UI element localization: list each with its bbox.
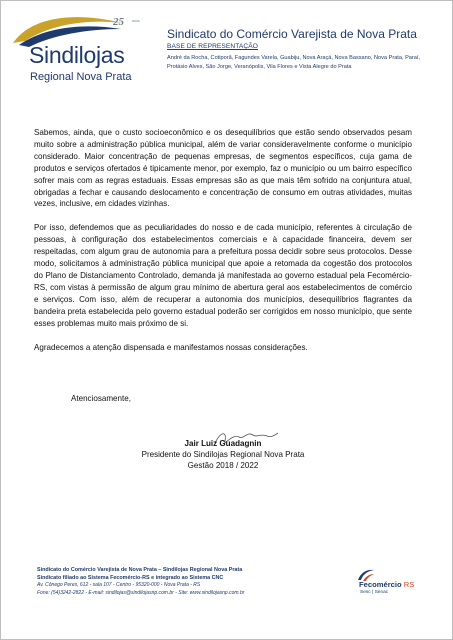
fecomercio-label: Fecomércio bbox=[359, 580, 402, 589]
signer-role: Presidente do Sindilojas Regional Nova Prata bbox=[141, 450, 305, 460]
logo-subtitle: Regional Nova Prata bbox=[30, 71, 132, 83]
fecomercio-systems: Sesc | Senac bbox=[360, 590, 389, 595]
fecomercio-logo bbox=[357, 568, 427, 598]
logo-name: Sindilojas bbox=[29, 42, 125, 68]
fecomercio-state: RS bbox=[403, 580, 415, 589]
footer-contact: Fone: (54)3242-2822 - E-mail: sindilojas@sindilojasnp.com.br - Site: www.sindilojasnp.com.br bbox=[37, 589, 245, 596]
union-title: Sindicato do Comércio Varejista de Nova Prata bbox=[167, 27, 417, 41]
footer bbox=[37, 566, 337, 597]
anniversary-label: anos bbox=[132, 19, 140, 23]
paragraph: Agradecemos a atenção dispensada e manifestamos nossas considerações. bbox=[34, 342, 308, 352]
anniversary-number: 25 bbox=[113, 16, 124, 28]
footer-union-name: Sindicato do Comércio Varejista de Nova Prata – Sindilojas Regional Nova Prata bbox=[37, 567, 243, 573]
represented-cities: André da Rocha, Cotiporã, Fagundes Varela, Guabiju, Nova Araçá, Nova Bassano, Nova Prata, Paraí, Protásio Alves, São Jorge, Veranópolis, Vila Flores e Vista Alegre do Prata bbox=[167, 55, 420, 70]
signer-name: Jair Luiz Guadagnin bbox=[184, 439, 262, 448]
representation-heading: BASE DE REPRESENTAÇÃO bbox=[167, 43, 259, 50]
signature-block bbox=[34, 438, 412, 472]
signer-term: Gestão 2018 / 2022 bbox=[187, 461, 259, 471]
footer-affiliation: Sindicato filiado ao Sistema Fecomércio-RS e integrado ao Sistema CNC bbox=[37, 575, 224, 581]
paragraph: Sabemos, ainda, que o custo socioeconômico e os desequilíbrios que estão sendo observados pesam muito sobre a administração pública municipal, além de variar consideravelmente conforme o município considerado. Maior concentração de pequenas empresas, de segmentos específicos, cuja gama de produtos e serviços ofertados é tipicamente menor, por exemplo, faz o município ou um bairro específico sofrer mais com as regras estaduais. Essas empresas são as que mais têm sofrido na conjuntura atual, obrigadas a fechar e causando deslocamento e concentração de consumo em outras atividades, muitas vezes, inclusive, em cidades vizinhas. bbox=[34, 128, 412, 209]
letter-body bbox=[34, 127, 412, 353]
sindilojas-logo bbox=[11, 9, 163, 87]
closing: Atenciosamente, bbox=[71, 394, 131, 403]
footer-address: Av. Cônego Peres, 612 - sala 107 - Centro - 95320-000 - Nova Prata - RS bbox=[37, 582, 201, 588]
letterhead bbox=[167, 27, 449, 71]
fecomercio-name bbox=[359, 580, 414, 589]
paragraph: Por isso, defendemos que as peculiaridades do nosso e de cada município, referentes à circulação de pessoas, à configuração dos estabelecimentos comerciais e à capacidade financeira, devem ser respeitadas, com algum grau de autonomia para a prefeitura possa decidir sobre seus protocolos. Desse modo, solicitamos à administração pública municipal que apoie a retomada da cogestão dos protocolos do Plano de Distanciamento Controlado, demanda já manifestada ao governo estadual pela Fecomércio-RS, com vistas à permissão de algum grau mínimo de abertura geral aos estabelecimentos de comércio e serviços. Com isso, além de recuperar a autonomia dos municípios, desequilíbrios flagrantes da bandeira preta estabelecida pelo governo estadual poderão ser corrigidos em nosso município, que sente esses problemas muito mais próximo de si. bbox=[34, 223, 412, 328]
